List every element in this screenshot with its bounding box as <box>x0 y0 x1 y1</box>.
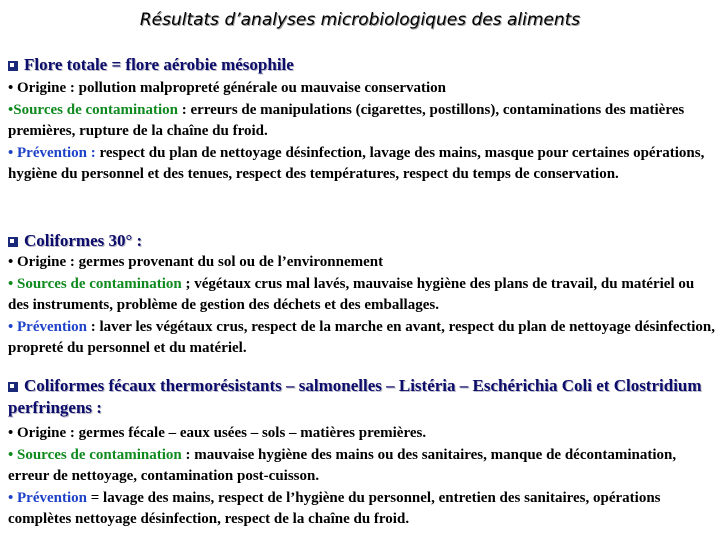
prevention-label: • Prévention <box>8 318 87 335</box>
sources-label: •Sources de contamination <box>8 101 178 118</box>
page-title: Résultats d’analyses microbiologiques des aliments <box>139 10 581 30</box>
square-bullet-icon <box>8 61 18 71</box>
section-heading <box>8 54 294 76</box>
prevention-label: • Prévention : <box>8 144 100 161</box>
sources-text: ; végétaux crus mal lavés, mauvaise hygiène des plans de travail, du matériel ou des instruments, problème de gestion des déchets et des emballages. <box>8 275 695 313</box>
prevention-line <box>8 317 716 360</box>
origine-text: germes fécale – eaux usées – sols – matières premières. <box>78 425 427 441</box>
prevention-line <box>8 488 716 531</box>
square-bullet-icon <box>8 237 18 247</box>
heading-text: Coliformes fécaux thermorésistants – salmonelles – Listéria – Eschérichia Coli et Clostridium perfringens : <box>8 376 702 417</box>
origine-line <box>8 252 716 274</box>
section-body <box>8 423 716 531</box>
sources-line <box>8 100 716 143</box>
origine-label: • Origine : <box>8 254 79 270</box>
heading-text: Flore totale = flore aérobie mésophile <box>24 55 294 74</box>
section-body <box>8 78 716 186</box>
square-bullet-icon <box>8 382 18 392</box>
sources-text: : erreurs de manipulations (cigarettes, postillons), contaminations des matières premières, rupture de la chaîne du froid. <box>8 101 685 139</box>
section-heading <box>8 230 142 252</box>
heading-text: Coliformes 30° : <box>24 231 143 250</box>
section-body <box>8 252 716 360</box>
prevention-text: respect du plan de nettoyage désinfection, lavage des mains, masque pour certaines opérations, hygiène du personnel et des tenues, respect des températures, respect du temps de conservation. <box>8 144 705 182</box>
sources-label: • Sources de contamination <box>8 275 182 292</box>
prevention-label: • Prévention <box>8 489 87 506</box>
origine-text: germes provenant du sol ou de l’environnement <box>78 254 384 270</box>
origine-line <box>8 78 716 100</box>
sources-line <box>8 274 716 317</box>
prevention-text: : laver les végétaux crus, respect de la marche en avant, respect du plan de nettoyage désinfection, propreté du personnel et du matériel. <box>8 318 715 356</box>
origine-label: • Origine : <box>8 425 79 441</box>
section-heading <box>8 375 713 419</box>
prevention-line <box>8 143 716 186</box>
sources-text: : mauvaise hygiène des mains ou des sanitaires, manque de décontamination, erreur de nettoyage, contamination post-cuisson. <box>8 446 677 484</box>
sources-line <box>8 445 716 488</box>
sources-label: • Sources de contamination <box>8 446 182 463</box>
origine-line <box>8 423 716 445</box>
origine-text: pollution malpropreté générale ou mauvaise conservation <box>78 80 447 96</box>
origine-label: • Origine : <box>8 80 79 96</box>
prevention-text: = lavage des mains, respect de l’hygiène du personnel, entretien des sanitaires, opérations complètes nettoyage désinfection, respect de la chaîne du froid. <box>8 489 661 527</box>
